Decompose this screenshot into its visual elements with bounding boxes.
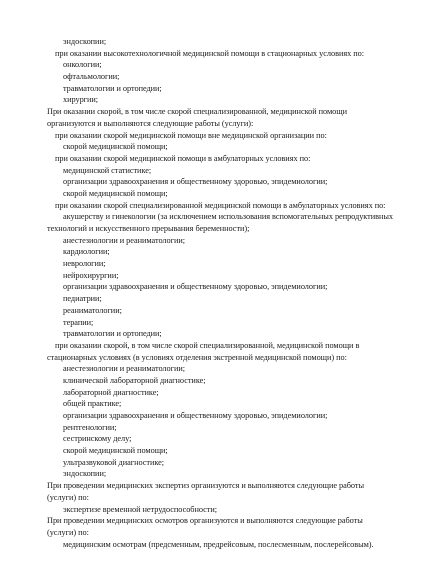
document-line: педиатрии; [63, 294, 102, 304]
document-line: При проведении медицинских экспертиз организуются и выполняются следующие работы [47, 481, 364, 491]
document-line: при оказании высокотехнологичной медицинской помощи в стационарных условиях по: [55, 48, 364, 58]
document-line: эндоскопии; [63, 37, 107, 46]
document-line: нейрохирургии; [63, 270, 119, 280]
document-line: офтальмологии; [63, 72, 120, 82]
document-line: онкологии; [63, 60, 102, 70]
document-line: акушерству и гинекологии (за исключением использования вспомогательных репродуктивных [63, 212, 394, 222]
document-line: медицинским осмотрам (предсменным, предрейсовым, послесменным, послерейсовым). [63, 539, 374, 549]
document-line: при оказании скорой медицинской помощи в амбулаторных условиях по: [55, 153, 311, 163]
document-line: при оказании скорой специализированной медицинской помощи в амбулаторных условиях по: [55, 200, 386, 210]
document-line: (услуги) по: [47, 492, 89, 502]
document-line: При проведении медицинских осмотров организуются и выполняются следующие работы [47, 516, 363, 526]
document-line: анестезиологии и реаниматологии; [63, 235, 186, 245]
document-line: травматологии и ортопедии; [63, 329, 162, 339]
document-line: кардиологии; [63, 247, 110, 257]
document-line: организации здравоохранения и общественному здоровью, эпидемиологии; [63, 177, 328, 187]
document-line: эндоскопии; [63, 469, 107, 479]
document-line: скорой медицинской помощи; [63, 142, 168, 152]
document-line: технологий и искусственного прерывания беременности); [47, 224, 250, 233]
document-line: (услуги) по: [47, 527, 89, 537]
document-line: организации здравоохранения и общественному здоровью, эпидемиологии; [63, 411, 328, 420]
document-line: организации здравоохранения и общественному здоровью, эпидемиологии; [63, 282, 328, 292]
document-line: неврологии; [63, 259, 106, 269]
document-line: лабораторной диагностике; [63, 387, 159, 397]
document-line: реаниматологии; [63, 305, 122, 315]
document-line: рентгенологии; [63, 422, 117, 432]
document-line: анестезиологии и реаниматологии; [63, 364, 186, 374]
document-body [0, 36, 430, 550]
document-line: экспертизе временной нетрудоспособности; [63, 504, 218, 514]
document-line: При оказании скорой, в том числе скорой специализированной, медицинской помощи [47, 107, 348, 117]
document-line: клинической лабораторной диагностике; [63, 375, 206, 385]
document-line: скорой медицинской помощи; [63, 188, 168, 198]
document-line: медицинской статистике; [63, 165, 152, 175]
document-line: ультразвуковой диагностике; [63, 457, 165, 467]
document-line: скорой медицинской помощи; [63, 446, 168, 456]
document-line: хирургии; [63, 95, 99, 105]
document-line: сестринскому делу; [63, 434, 132, 444]
document-line: общей практике; [63, 399, 122, 409]
document-line: стационарных условиях (в условиях отделения экстренной медицинской помощи) по: [47, 352, 347, 362]
document-line: терапии; [63, 317, 94, 327]
document-line: травматологии и ортопедии; [63, 83, 162, 93]
document-line: при оказании скорой, в том числе скорой специализированной, медицинской помощи в [55, 340, 360, 350]
document-line: при оказании скорой медицинской помощи вне медицинской организации по: [55, 130, 327, 140]
document-line: организуются и выполняются следующие работы (услуги): [47, 118, 254, 128]
